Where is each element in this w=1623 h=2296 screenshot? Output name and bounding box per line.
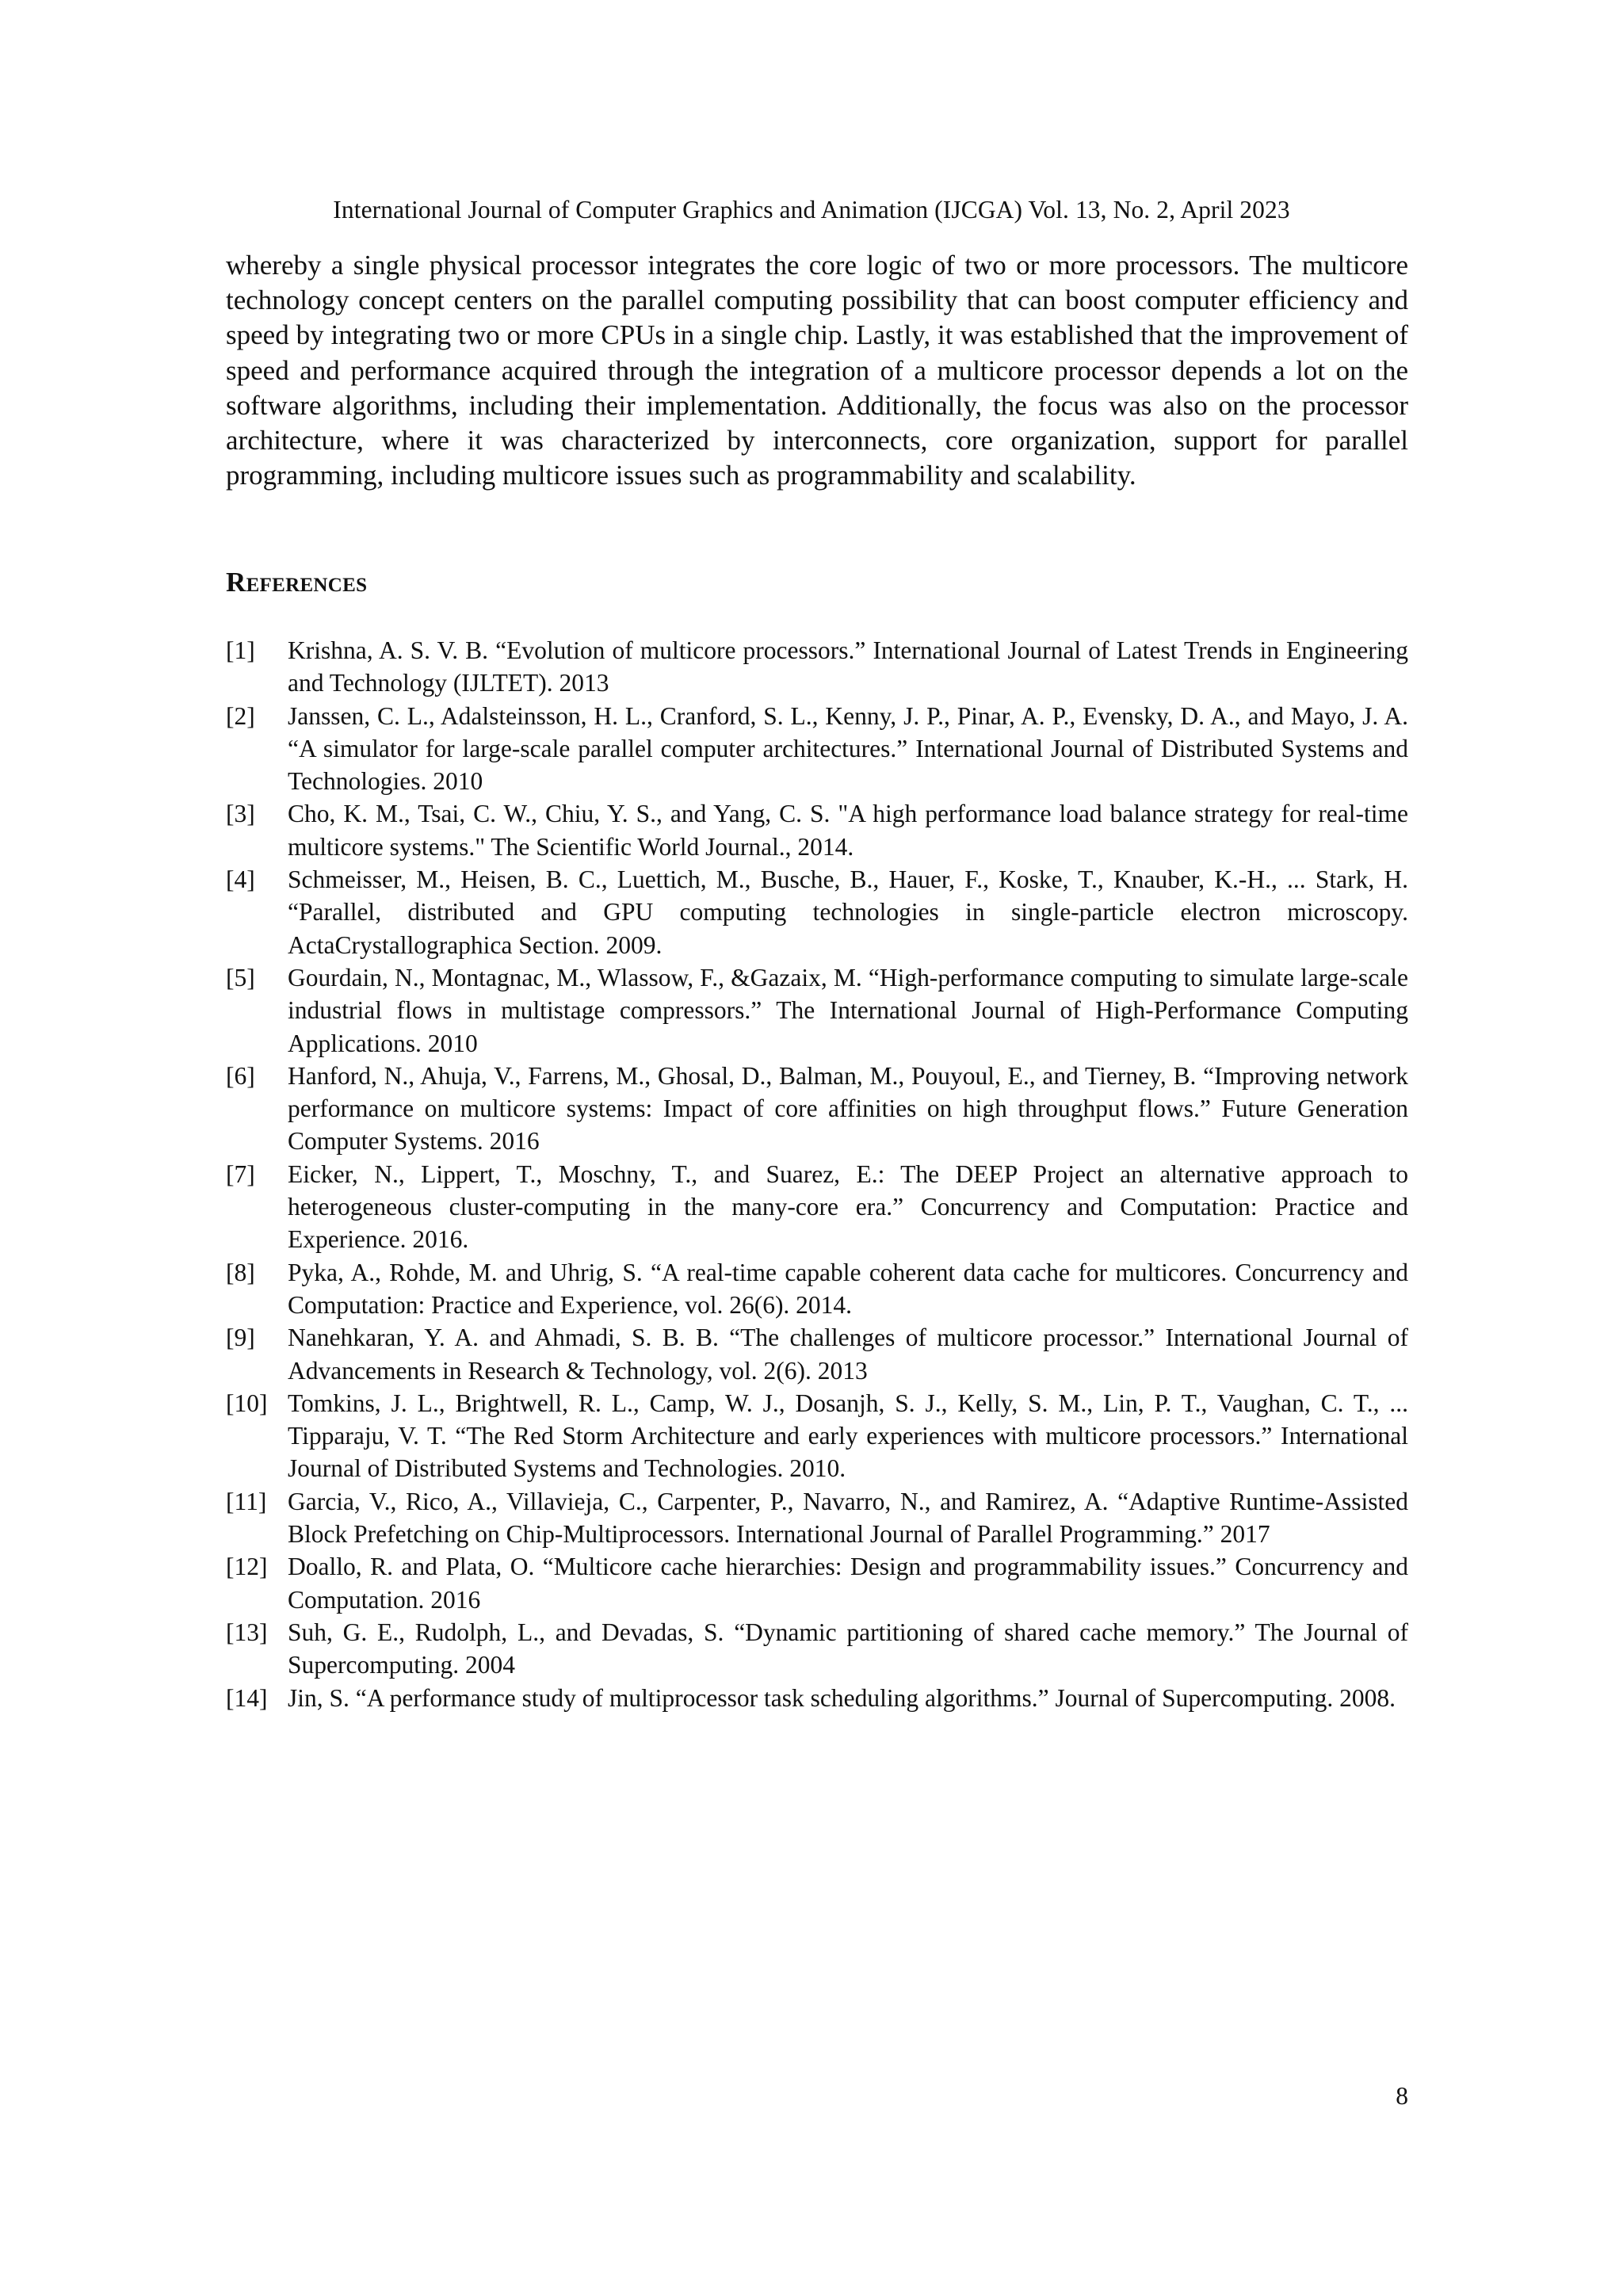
reference-number: [5] bbox=[226, 963, 255, 991]
reference-item bbox=[226, 1616, 1408, 1682]
reference-text: Eicker, N., Lippert, T., Moschny, T., and Suarez, E.: The DEEP Project an alternative approach to heterogeneous cluster-computing in the many-core era.” Concurrency and Computation: Practice and Experience. 2016. bbox=[288, 1159, 1408, 1254]
reference-number: [3] bbox=[226, 800, 255, 828]
reference-number: [13] bbox=[226, 1618, 268, 1646]
reference-number: [4] bbox=[226, 865, 255, 894]
reference-item bbox=[226, 863, 1408, 961]
reference-item bbox=[226, 1485, 1408, 1551]
reference-item bbox=[226, 1158, 1408, 1256]
reference-number: [11] bbox=[226, 1487, 267, 1515]
reference-item bbox=[226, 1321, 1408, 1387]
reference-number: [12] bbox=[226, 1553, 268, 1581]
reference-number: [6] bbox=[226, 1061, 255, 1090]
conclusion-paragraph: whereby a single physical processor integrates the core logic of two or more processors. The multicore technology concept centers on the parallel computing possibility that can boost computer efficiency and speed by integrating two or more CPUs in a single chip. Lastly, it was established that the improvement of speed and performance acquired through the integration of a multicore processor depends a lot on the software algorithms, including their implementation. Additionally, the focus was also on the processor architecture, where it was characterized by interconnects, core organization, support for parallel programming, including multicore issues such as programmability and scalability. bbox=[226, 250, 1408, 491]
reference-number: [2] bbox=[226, 701, 255, 730]
reference-item bbox=[226, 1256, 1408, 1322]
running-header: International Journal of Computer Graphics and Animation (IJCGA) Vol. 13, No. 2, April 2023 bbox=[333, 196, 1290, 223]
reference-text: Jin, S. “A performance study of multiprocessor task scheduling algorithms.” Journal of Supercomputing. 2008. bbox=[288, 1683, 1396, 1712]
reference-text: Krishna, A. S. V. B. “Evolution of multicore processors.” International Journal of Latest Trends in Engineering and Technology (IJLTET). 2013 bbox=[288, 636, 1408, 697]
reference-text: Schmeisser, M., Heisen, B. C., Luettich, M., Busche, B., Hauer, F., Koske, T., Knauber, K.-H., ... Stark, H. “Parallel, distributed and GPU computing technologies in single-particle electron microscopy. ActaCrystallographica Section. 2009. bbox=[288, 865, 1408, 959]
references-heading-text: References bbox=[226, 567, 368, 598]
page-number: 8 bbox=[1396, 2082, 1408, 2110]
reference-text: Suh, G. E., Rudolph, L., and Devadas, S. “Dynamic partitioning of shared cache memory.” The Journal of Supercomputing. 2004 bbox=[288, 1618, 1408, 1679]
reference-text: Garcia, V., Rico, A., Villavieja, C., Carpenter, P., Navarro, N., and Ramirez, A. “Adaptive Runtime-Assisted Block Prefetching on Chip-Multiprocessors. International Journal of Parallel Programming.” 2017 bbox=[288, 1487, 1408, 1549]
reference-text: Nanehkaran, Y. A. and Ahmadi, S. B. B. “The challenges of multicore processor.” International Journal of Advancements in Research & Technology, vol. 2(6). 2013 bbox=[288, 1324, 1408, 1385]
reference-item bbox=[226, 700, 1408, 798]
reference-text: Tomkins, J. L., Brightwell, R. L., Camp, W. J., Dosanjh, S. J., Kelly, S. M., Lin, P. T., Vaughan, C. T., ... Tipparaju, V. T. “The Red Storm Architecture and early experiences with multicore processors.” International Journal of Distributed Systems and Technologies. 2010. bbox=[288, 1389, 1408, 1483]
reference-number: [10] bbox=[226, 1389, 268, 1417]
references-heading bbox=[226, 565, 367, 600]
reference-text: Gourdain, N., Montagnac, M., Wlassow, F., &Gazaix, M. “High-performance computing to simulate large-scale industrial flows in multistage compressors.” The International Journal of High-Performance Computing Applications. 2010 bbox=[288, 963, 1408, 1057]
reference-number: [7] bbox=[226, 1159, 255, 1188]
reference-item bbox=[226, 634, 1408, 700]
reference-text: Doallo, R. and Plata, O. “Multicore cache hierarchies: Design and programmability issues.” Concurrency and Computation. 2016 bbox=[288, 1553, 1408, 1614]
reference-item bbox=[226, 1387, 1408, 1485]
reference-item bbox=[226, 961, 1408, 1060]
reference-number: [8] bbox=[226, 1258, 255, 1286]
reference-text: Cho, K. M., Tsai, C. W., Chiu, Y. S., and Yang, C. S. "A high performance load balance strategy for real-time multicore systems." The Scientific World Journal., 2014. bbox=[288, 800, 1408, 861]
reference-item bbox=[226, 1550, 1408, 1616]
reference-text: Hanford, N., Ahuja, V., Farrens, M., Ghosal, D., Balman, M., Pouyoul, E., and Tierney, B. “Improving network performance on multicore systems: Impact of core affinities on high throughput flows.” Future Generation Computer Systems. 2016 bbox=[288, 1061, 1408, 1156]
reference-item bbox=[226, 1060, 1408, 1158]
reference-list bbox=[226, 634, 1408, 1714]
reference-number: [14] bbox=[226, 1683, 268, 1712]
reference-item bbox=[226, 1682, 1408, 1714]
reference-number: [9] bbox=[226, 1324, 255, 1352]
reference-number: [1] bbox=[226, 636, 255, 664]
reference-item bbox=[226, 797, 1408, 863]
reference-text: Pyka, A., Rohde, M. and Uhrig, S. “A real-time capable coherent data cache for multicores. Concurrency and Computation: Practice and Experience, vol. 26(6). 2014. bbox=[288, 1258, 1408, 1319]
reference-text: Janssen, C. L., Adalsteinsson, H. L., Cranford, S. L., Kenny, J. P., Pinar, A. P., Evensky, D. A., and Mayo, J. A. “A simulator for large-scale parallel computer architectures.” International Journal of Distributed Systems and Technologies. 2010 bbox=[288, 701, 1408, 796]
